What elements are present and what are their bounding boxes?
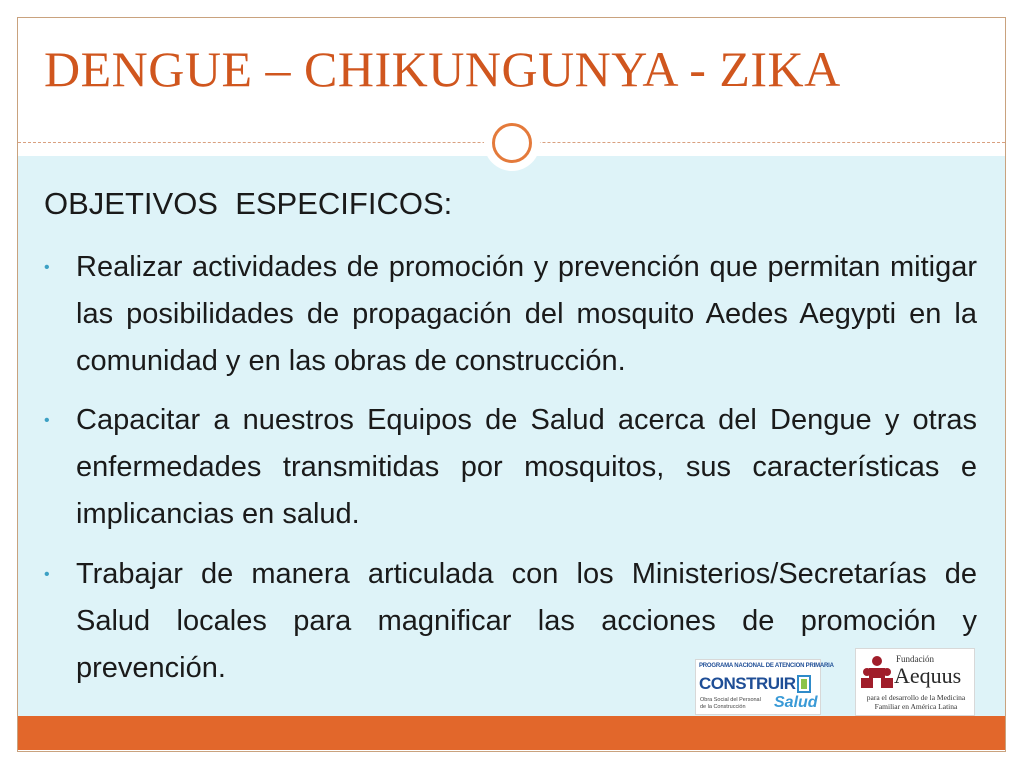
slide-title: DENGUE – CHIKUNGUNYA - ZIKA xyxy=(44,41,841,97)
ring-ornament-icon xyxy=(484,115,540,171)
bullet-text: Capacitar a nuestros Equipos de Salud acerca del Dengue y otras enfermedades transmitidas por mosquitos, sus características e implicancias en salud. xyxy=(76,404,977,530)
construir-mark-icon xyxy=(797,675,811,693)
aequus-name: Aequus xyxy=(894,663,962,688)
bullet-text: Trabajar de manera articulada con los Ministerios/Secretarías de Salud locales para magnificar las acciones de promoción y prevención. xyxy=(76,558,977,684)
construir-program-text: PROGRAMA NACIONAL DE ATENCION PRIMARIA xyxy=(699,663,834,669)
construir-salud-text: Salud xyxy=(774,694,818,711)
aequus-logo xyxy=(855,648,975,716)
bullet-item xyxy=(44,551,977,692)
bullet-icon: • xyxy=(44,566,50,583)
bullet-item xyxy=(44,244,977,385)
bullet-item xyxy=(44,397,977,538)
bullet-icon: • xyxy=(44,412,50,429)
section-heading: OBJETIVOS ESPECIFICOS: xyxy=(44,186,453,221)
bullet-icon: • xyxy=(44,259,50,276)
construir-name: CONSTRUIR xyxy=(699,674,796,693)
aequus-people-icon xyxy=(860,654,894,690)
construir-salud-logo xyxy=(695,659,834,715)
aequus-subtitle: para el desarrollo de la Medicina Familiar en América Latina xyxy=(866,693,966,711)
bullet-text: Realizar actividades de promoción y prevención que permitan mitigar las posibilidades de propagación del mosquito Aedes Aegypti en la comunidad y en las obras de construcción. xyxy=(76,251,977,377)
construir-subtitle: Obra Social del Personal de la Construcción xyxy=(700,697,761,710)
footer-bar xyxy=(18,716,1005,750)
aequus-fundacion-text: Fundación xyxy=(896,654,934,664)
ring-inner xyxy=(492,123,532,163)
